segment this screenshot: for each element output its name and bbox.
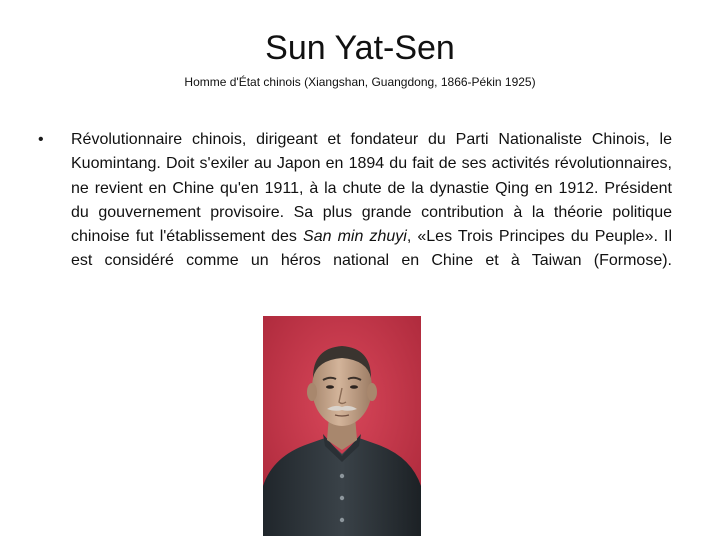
bullet-text-part-1: Révolutionnaire chinois, dirigeant et fondateur du Parti Nationaliste Chinois, le Kuomintang. Doit s'exiler au Japon en 1894 du fait de ses activités révolutionnaires, ne revient en Chine qu'en 1911, à la chute de la dynastie Qing en 1912. Président du gouvernement provisoire. Sa plus grande contribution à la théorie politique chinoise fut l'établissement des <box>71 131 672 246</box>
portrait-ear-right <box>367 383 377 401</box>
jacket-button <box>340 474 344 478</box>
bullet-item <box>38 128 674 274</box>
portrait-illustration <box>263 316 421 536</box>
bullet-text-italic: San min zhuyi <box>303 228 407 246</box>
portrait-ear-left <box>307 383 317 401</box>
portrait-eye-right <box>350 385 358 389</box>
portrait-photo <box>263 316 421 536</box>
jacket-button <box>340 496 344 500</box>
bullet-marker: • <box>38 131 44 148</box>
jacket-button <box>340 518 344 522</box>
slide-subtitle: Homme d'État chinois (Xiangshan, Guangdong, 1866-Pékin 1925) <box>184 75 536 89</box>
bullet-text <box>71 128 672 274</box>
slide-title: Sun Yat-Sen <box>265 29 455 67</box>
portrait-eye-left <box>326 385 334 389</box>
bullet-text-part-2: , «Les Trois Principes du Peuple». Il est considéré comme un héros national en Chine et à Taiwan (Formose). <box>71 228 673 270</box>
